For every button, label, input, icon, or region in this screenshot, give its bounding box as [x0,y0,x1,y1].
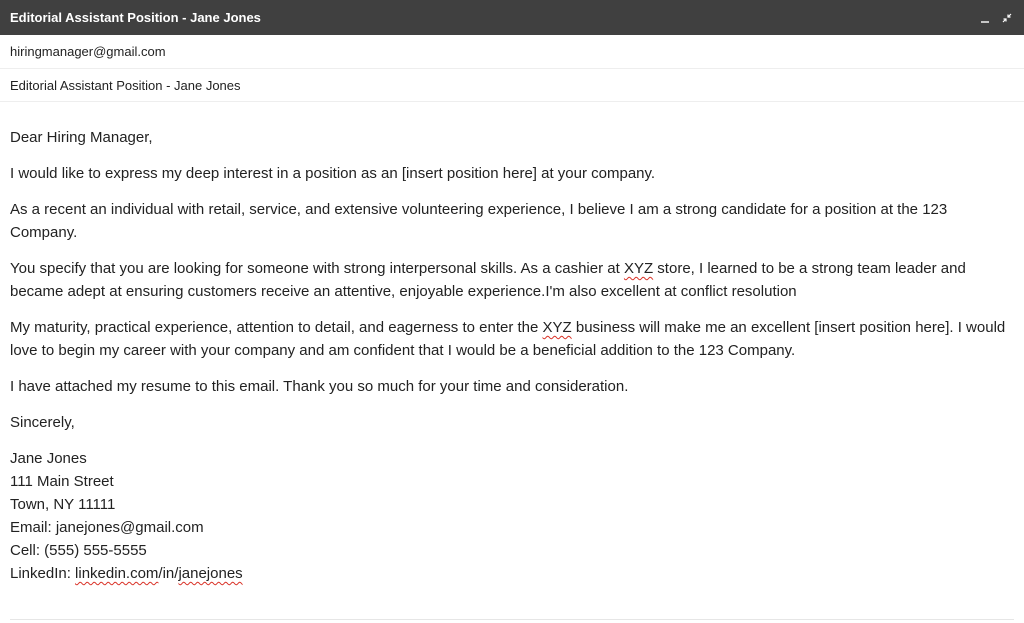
signature-cell: Cell: (555) 555-5555 [10,542,147,559]
window-titlebar [0,0,1024,35]
to-field[interactable] [0,35,1024,69]
signature-street: 111 Main Street [10,473,114,490]
closing: Sincerely, [10,414,75,431]
paragraph-qualifications-text-a: My maturity, practical experience, attention to detail, and eagerness to enter the [10,319,543,336]
signature-name: Jane Jones [10,450,87,467]
window-title: Editorial Assistant Position - Jane Jones [10,10,261,25]
paragraph-closing: I have attached my resume to this email. Thank you so much for your time and consideration. [10,378,629,395]
paragraph-skills [10,257,1014,303]
greeting: Dear Hiring Manager, [10,129,153,146]
paragraph-interest: I would like to express my deep interest in a position as an [insert position here] at your company. [10,165,656,182]
spellcheck-flagged-word[interactable]: XYZ [623,260,654,277]
linkedin-username[interactable]: janejones [178,565,243,582]
paragraph-qualifications [10,316,1014,362]
to-recipient[interactable]: hiringmanager@gmail.com [10,44,166,59]
signature-block [10,447,1014,585]
linkedin-path: /in/ [158,565,179,582]
exit-fullscreen-icon[interactable] [1000,11,1014,25]
signature-city: Town, NY 11111 [10,496,116,513]
subject-field[interactable] [0,69,1024,102]
signature-email: Email: janejones@gmail.com [10,519,204,536]
paragraph-skills-text-a: You specify that you are looking for someone with strong interpersonal skills. As a cashier at [10,260,624,277]
linkedin-domain[interactable]: linkedin.com [75,565,159,582]
body-bottom-divider [10,619,1014,620]
linkedin-label: LinkedIn: [10,565,76,582]
paragraph-background: As a recent an individual with retail, service, and extensive volunteering experience, I believe I am a strong candidate for a position at the 123 Company. [10,201,948,241]
paragraph-skills-text-b: store, I learned to be a strong team leader and became adept at ensuring customers receive an attentive, enjoyable experience.I'm also excellent at conflict resolution [10,260,966,300]
message-body[interactable] [0,102,1024,585]
minimize-icon[interactable] [978,11,992,25]
spellcheck-flagged-word[interactable]: XYZ [542,319,572,336]
subject-text[interactable]: Editorial Assistant Position - Jane Jones [10,77,241,93]
paragraph-qualifications-text-b: business will make me an excellent [insert position here]. I would love to begin my career with your company and am confident that I would be a beneficial addition to the 123 Company. [10,319,1006,359]
window-controls [978,11,1014,25]
signature-linkedin [10,562,1014,585]
